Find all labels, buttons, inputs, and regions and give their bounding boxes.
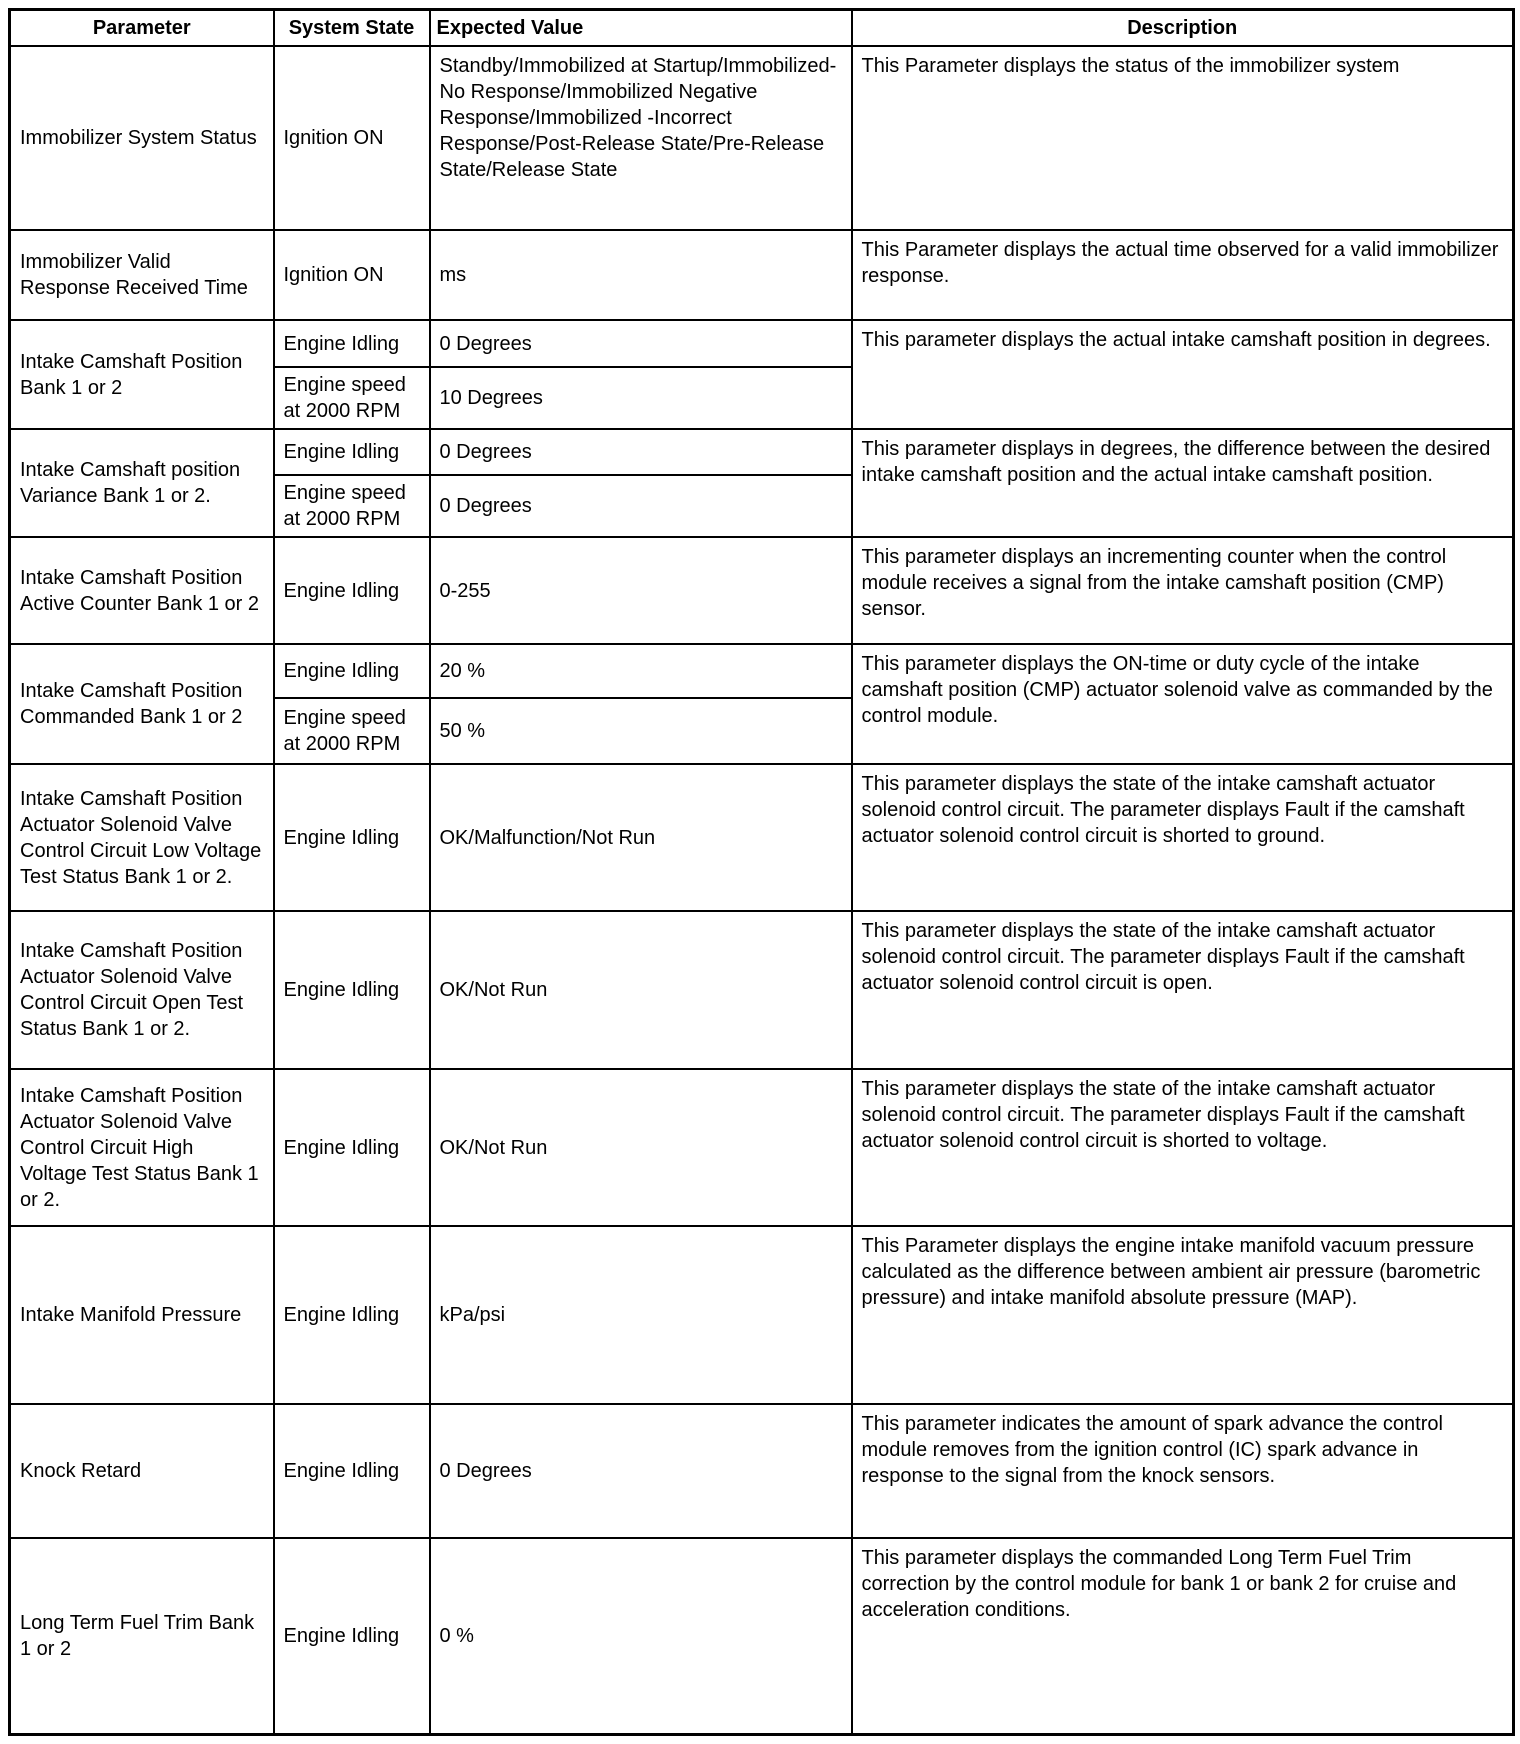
system-state-cell: Engine Idling — [274, 429, 430, 475]
expected-value-cell: 0 % — [430, 1538, 852, 1734]
expected-value-cell: 10 Degrees — [430, 367, 852, 429]
system-state-cell: Ignition ON — [274, 230, 430, 320]
expected-value-cell: OK/Malfunction/Not Run — [430, 764, 852, 911]
system-state-cell: Engine speed at 2000 RPM — [274, 475, 430, 537]
expected-value-cell: 20 % — [430, 644, 852, 698]
description-cell: This parameter displays the state of the intake camshaft actuator solenoid control circuit. The parameter displays Fault if the camshaft actuator solenoid control circuit is shorted to ground. — [852, 764, 1514, 911]
system-state-cell: Engine Idling — [274, 1538, 430, 1734]
expected-value-cell: 0 Degrees — [430, 320, 852, 367]
table-row — [10, 230, 1514, 320]
header-system-state: System State — [274, 10, 430, 47]
expected-value-cell: OK/Not Run — [430, 911, 852, 1069]
table-row — [10, 320, 1514, 367]
parameter-cell: Immobilizer System Status — [10, 46, 274, 230]
system-state-cell: Ignition ON — [274, 46, 430, 230]
description-cell: This parameter displays in degrees, the difference between the desired intake camshaft position and the actual intake camshaft position. — [852, 429, 1514, 537]
table-row — [10, 1538, 1514, 1734]
expected-value-cell: 0 Degrees — [430, 475, 852, 537]
parameter-cell: Knock Retard — [10, 1404, 274, 1538]
expected-value-cell: Standby/Immobilized at Startup/Immobilized-No Response/Immobilized Negative Response/Immobilized -Incorrect Response/Post-Release State/Pre-Release State/Release State — [430, 46, 852, 230]
expected-value-cell: 50 % — [430, 698, 852, 764]
system-state-cell: Engine speed at 2000 RPM — [274, 698, 430, 764]
system-state-cell: Engine Idling — [274, 1226, 430, 1404]
description-cell: This Parameter displays the actual time observed for a valid immobilizer response. — [852, 230, 1514, 320]
table-row — [10, 644, 1514, 698]
parameter-cell: Intake Manifold Pressure — [10, 1226, 274, 1404]
table-row — [10, 764, 1514, 911]
parameter-cell: Intake Camshaft Position Actuator Solenoid Valve Control Circuit High Voltage Test Status Bank 1 or 2. — [10, 1069, 274, 1226]
description-cell: This parameter displays the actual intake camshaft position in degrees. — [852, 320, 1514, 429]
table-row — [10, 1069, 1514, 1226]
expected-value-cell: OK/Not Run — [430, 1069, 852, 1226]
table-row — [10, 429, 1514, 475]
table-header-row — [10, 10, 1514, 47]
expected-value-cell: ms — [430, 230, 852, 320]
header-expected-value: Expected Value — [430, 10, 852, 47]
description-cell: This Parameter displays the engine intake manifold vacuum pressure calculated as the difference between ambient air pressure (barometric pressure) and intake manifold absolute pressure (MAP). — [852, 1226, 1514, 1404]
parameter-cell: Intake Camshaft Position Bank 1 or 2 — [10, 320, 274, 429]
expected-value-cell: 0-255 — [430, 537, 852, 644]
parameter-cell: Intake Camshaft Position Actuator Solenoid Valve Control Circuit Open Test Status Bank 1 or 2. — [10, 911, 274, 1069]
parameter-cell: Immobilizer Valid Response Received Time — [10, 230, 274, 320]
system-state-cell: Engine Idling — [274, 764, 430, 911]
table-row — [10, 1404, 1514, 1538]
description-cell: This parameter indicates the amount of spark advance the control module removes from the ignition control (IC) spark advance in response to the signal from the knock sensors. — [852, 1404, 1514, 1538]
table-row — [10, 911, 1514, 1069]
system-state-cell: Engine Idling — [274, 537, 430, 644]
system-state-cell: Engine Idling — [274, 1404, 430, 1538]
table-row — [10, 1226, 1514, 1404]
parameter-cell: Intake Camshaft Position Actuator Solenoid Valve Control Circuit Low Voltage Test Status Bank 1 or 2. — [10, 764, 274, 911]
expected-value-cell: 0 Degrees — [430, 429, 852, 475]
description-cell: This Parameter displays the status of the immobilizer system — [852, 46, 1514, 230]
parameter-cell: Intake Camshaft Position Commanded Bank 1 or 2 — [10, 644, 274, 764]
description-cell: This parameter displays an incrementing counter when the control module receives a signal from the intake camshaft position (CMP) sensor. — [852, 537, 1514, 644]
parameter-cell: Long Term Fuel Trim Bank 1 or 2 — [10, 1538, 274, 1734]
system-state-cell: Engine Idling — [274, 320, 430, 367]
expected-value-cell: kPa/psi — [430, 1226, 852, 1404]
description-cell: This parameter displays the commanded Long Term Fuel Trim correction by the control module for bank 1 or bank 2 for cruise and acceleration conditions. — [852, 1538, 1514, 1734]
system-state-cell: Engine Idling — [274, 644, 430, 698]
system-state-cell: Engine Idling — [274, 1069, 430, 1226]
table-row — [10, 46, 1514, 230]
expected-value-cell: 0 Degrees — [430, 1404, 852, 1538]
table-row — [10, 537, 1514, 644]
system-state-cell: Engine Idling — [274, 911, 430, 1069]
header-parameter: Parameter — [10, 10, 274, 47]
header-description: Description — [852, 10, 1514, 47]
parameters-table — [8, 8, 1515, 1736]
description-cell: This parameter displays the state of the intake camshaft actuator solenoid control circuit. The parameter displays Fault if the camshaft actuator solenoid control circuit is open. — [852, 911, 1514, 1069]
parameter-cell: Intake Camshaft position Variance Bank 1 or 2. — [10, 429, 274, 537]
parameter-cell: Intake Camshaft Position Active Counter Bank 1 or 2 — [10, 537, 274, 644]
description-cell: This parameter displays the ON-time or duty cycle of the intake camshaft position (CMP) actuator solenoid valve as commanded by the control module. — [852, 644, 1514, 764]
description-cell: This parameter displays the state of the intake camshaft actuator solenoid control circuit. The parameter displays Fault if the camshaft actuator solenoid control circuit is shorted to voltage. — [852, 1069, 1514, 1226]
system-state-cell: Engine speed at 2000 RPM — [274, 367, 430, 429]
